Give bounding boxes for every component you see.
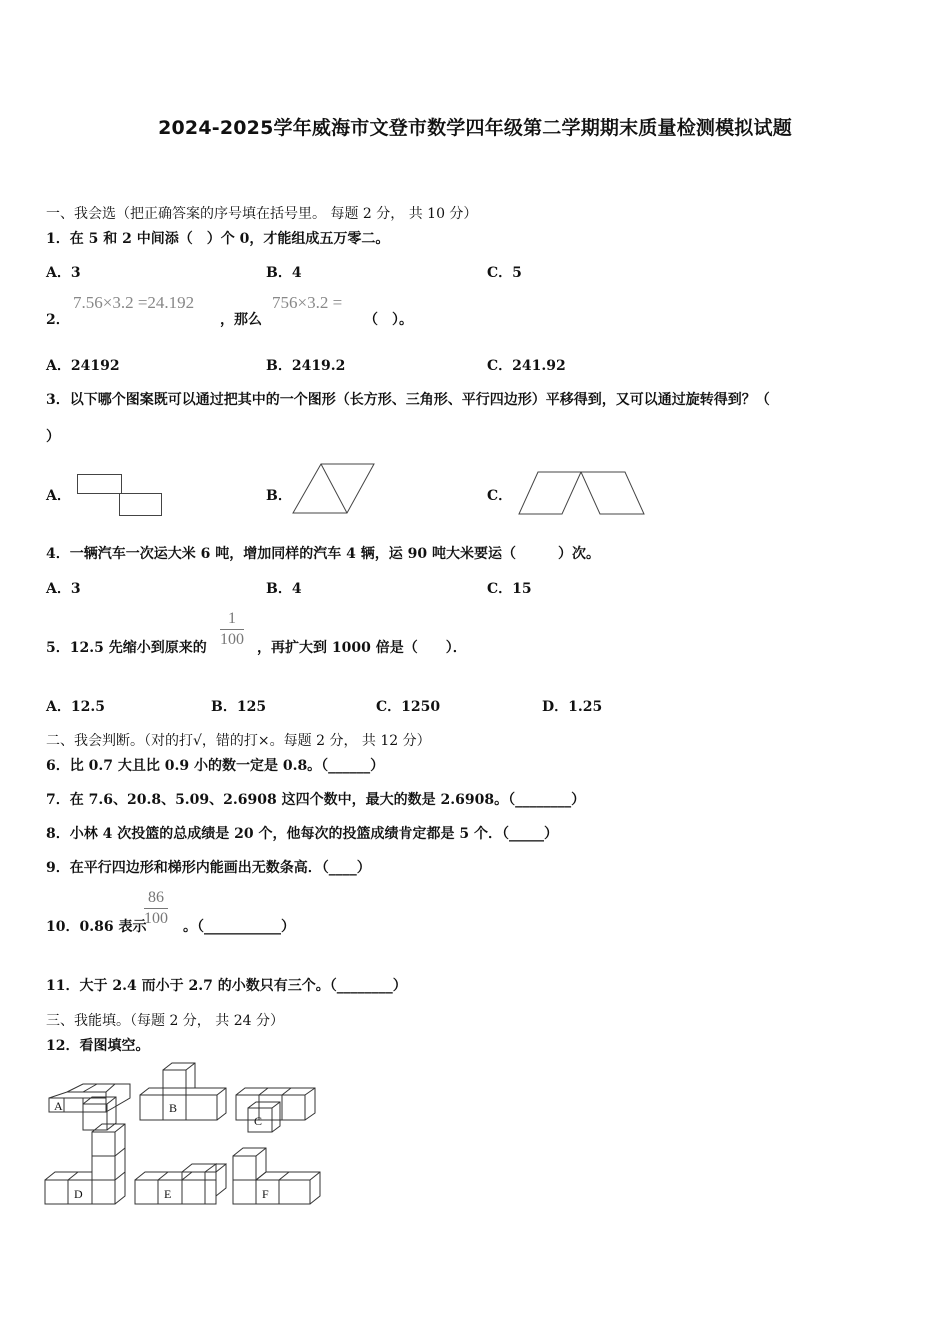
cube-label-e: E	[164, 1187, 172, 1201]
question-12: 12．看图填空。	[46, 1038, 150, 1054]
q5-option-b[interactable]: B．125	[211, 699, 267, 715]
cube-label-a: A	[54, 1099, 63, 1113]
cube-label-d: D	[74, 1187, 83, 1201]
q4-option-b[interactable]: B．4	[266, 581, 302, 597]
section-3-heading: 三、我能填。（每题 2 分， 共 24 分）	[46, 1013, 284, 1029]
q2-option-c[interactable]: C．241.92	[487, 358, 566, 374]
q1-option-a[interactable]: A．3	[46, 265, 81, 281]
section-2-heading: 二、我会判断。（对的打√，错的打×。每题 2 分， 共 12 分）	[46, 733, 431, 749]
q1-option-b[interactable]: B．4	[266, 265, 302, 281]
q2-expression-2: 756×3.2 =	[272, 293, 343, 312]
question-6: 6．比 0.7 大且比 0.9 小的数一定是 0.8。（______）	[46, 758, 385, 774]
q2-option-a[interactable]: A．24192	[46, 358, 120, 374]
question-10-tail: 。（___________）	[183, 919, 295, 935]
q5-fraction-numerator: 1	[220, 609, 244, 630]
q3-option-a[interactable]: A．	[46, 488, 71, 504]
question-5-text: 5．12.5 先缩小到原来的	[46, 640, 207, 656]
q5-option-d[interactable]: D．1.25	[542, 699, 603, 715]
q2-blank: （ ）。	[364, 312, 413, 328]
question-5-tail: ，再扩大到 1000 倍是（ ）．	[257, 640, 467, 656]
q2-option-b[interactable]: B．2419.2	[266, 358, 346, 374]
question-8: 8．小林 4 次投篮的总成绩是 20 个，他每次的投篮成绩肯定都是 5 个．（_____）	[46, 826, 558, 842]
question-11: 11．大于 2.4 而小于 2.7 的小数只有三个。（________）	[46, 978, 407, 994]
question-3-tail: ）	[46, 429, 60, 445]
cube-figures-row	[40, 1060, 330, 1210]
q5-option-a[interactable]: A．12.5	[46, 699, 105, 715]
q3-option-c[interactable]: C．	[487, 488, 513, 504]
question-1: 1．在 5 和 2 中间添（ ）个 0，才能组成五万零二。	[46, 231, 390, 247]
q10-fraction-numerator: 86	[144, 888, 168, 909]
question-2-number: 2．	[46, 312, 70, 328]
question-4: 4．一辆汽车一次运大米 6 吨，增加同样的汽车 4 辆，运 90 吨大米要运（ ）次。	[46, 546, 600, 562]
q3-figure-a-rectangles	[74, 472, 166, 520]
question-9: 9．在平行四边形和梯形内能画出无数条高．（____）	[46, 860, 371, 876]
q10-fraction	[144, 888, 168, 929]
q10-fraction-denominator: 100	[144, 910, 168, 927]
cube-label-f: F	[262, 1187, 269, 1201]
question-10-text: 10．0.86 表示	[46, 919, 147, 935]
q3-figure-c-parallelograms	[516, 468, 650, 518]
q3-option-b[interactable]: B．	[266, 488, 292, 504]
page-title: 2024-2025学年威海市文登市数学四年级第二学期期末质量检测模拟试题	[158, 117, 792, 139]
question-3: 3．以下哪个图案既可以通过把其中的一个图形（长方形、三角形、平行四边形）平移得到，又可以通过旋转得到？（	[46, 392, 770, 408]
cube-label-c: C	[254, 1114, 263, 1128]
q2-connector: ，那么	[220, 312, 262, 328]
q3-figure-b-triangles	[290, 460, 380, 518]
q5-fraction	[220, 609, 244, 650]
q5-fraction-denominator: 100	[220, 631, 244, 648]
section-1-heading: 一、我会选（把正确答案的序号填在括号里。 每题 2 分， 共 10 分）	[46, 206, 478, 222]
q4-option-a[interactable]: A．3	[46, 581, 81, 597]
q1-option-c[interactable]: C．5	[487, 265, 522, 281]
q4-option-c[interactable]: C．15	[487, 581, 532, 597]
q2-expression-1: 7.56×3.2 =24.192	[73, 293, 195, 312]
question-7: 7．在 7.6、20.8、5.09、2.6908 这四个数中，最大的数是 2.6908。（________）	[46, 792, 586, 808]
cube-label-b: B	[169, 1101, 178, 1115]
q5-option-c[interactable]: C．1250	[376, 699, 441, 715]
